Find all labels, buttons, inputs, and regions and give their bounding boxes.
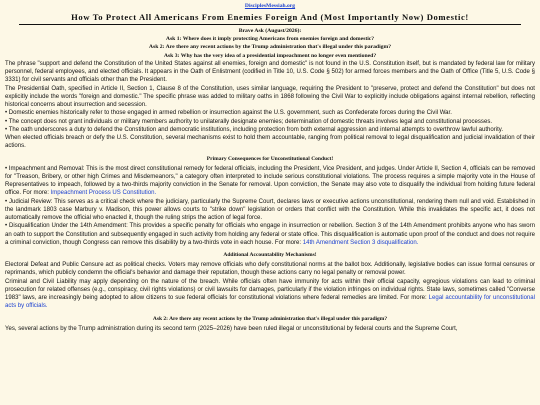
question-3: Ask 3: Why has the very idea of a presidential impeachment no longer even mentioned? [163,52,377,59]
legal-accountability-link[interactable]: Legal accountability for unconstitutional acts by officials. [5,295,535,310]
intro-paragraph: When elected officials breach or defy the U.S. Constitution, several mechanisms exist to hold them accountable, ranging from political removal to legal disqualification and judicial invalidation of their actions. [5,135,535,150]
liability-text: Criminal and Civil Liability may apply depending on the nature of the breach. While officials often have immunity for acts within their official capacity, egregious violations can lead to criminal prosecution for related offenses (e.g., conspiracy, civil rights violations) or civil lawsuits for damages, particularly if the violation infringes on individual rights. State laws, sometimes called "Converse 1983" laws, are increasingly being adopted to allow citizens to sue federal officials for constitutional violations where federal remedies are limited. For more: [5,278,535,302]
document-page [5,0,535,333]
judicial-review-item [5,198,535,223]
intro-bullet: • Domestic enemies historically refer to those engaged in armed rebellion or insurrection against the U.S. government, such as Confederate forces during the Civil War. [5,110,452,117]
disqualification-text: • Disqualification Under the 14th Amendment: This provides a specific penalty for officials who engage in insurrection or rebellion. Section 3 of the 14th Amendment prohibits anyone who has sworn an oath to support the Constitution and subsequently engaged in such activity from holding any federal or state office. This disqualification is automatic upon proof of the conduct and does not require a criminal conviction, though Congress can remove this disability by a two-thirds vote in each house. For more: [5,223,535,246]
page-title: How To Protect All Americans From Enemies Foreign And (Most Importantly Now) Domestic! [71,12,469,22]
additional-accountability-heading: Additional Accountability Mechanisms! [223,252,317,259]
intro-bullet: • The concept does not grant individuals or military members authority to unilaterally designate enemies; determination of domestic threats involves legal and constitutional processes. [5,118,493,125]
ask-header: Brave Ask (August/2026): [238,28,302,34]
title-divider [19,24,521,25]
judicial-review-text: • Judicial Review: This serves as a critical check where the judiciary, particularly the Supreme Court, declares laws or executive actions unconstitutional, rendering them null and void. Established in the landmark 1803 case Marbury v. Madison, this power allows courts to "strike down" legislation or orders that conflict with the Constitution. While this invalidates the specific act, it does not automatically remove the official who enacted it, though the ruling strips the action of legal force. [5,198,535,222]
disqualification-item [5,222,535,247]
intro-paragraph: The Presidential Oath, specified in Article II, Section 1, Clause 8 of the Constitution, uses similar language, requiring the President to "preserve, protect and defend the Constitution" but does not explicitly include the words "foreign and domestic." The specific phrase was added to military oaths in 1868 following the Civil War to explicitly include obligations against internal rebellion, reflecting historical concerns about insurrection and secession. [5,85,535,109]
liability-paragraph [5,278,535,311]
impeachment-item [5,165,535,198]
question-1: Ask 1: Where does it imply protecting Americans from enemies foreign and domestic? [165,36,375,43]
impeachment-text: • Impeachment and Removal: This is the most direct constitutional remedy for federal officials, including the President, Vice President, and judges. Under Article II, Section 4, officials can be removed for "Treason, Bribery, or other high Crimes and Misdemeanors," a category often interpreted to include serious constitutional violations. The process requires a simple majority vote in the House of Representatives to impeach, followed by a two-thirds majority conviction in the Senate for removal. Upon conviction, the Senate may also vote to disqualify the individual from holding future federal office. For more: [5,165,535,197]
primary-consequences-heading: Primary Consequences for Unconstitutional Conduct! [206,155,334,162]
electoral-paragraph [5,261,535,278]
ask2-heading: Ask 2: Are there any recent actions by the Trump administration that's illegal under this paradigm? [152,315,388,322]
intro-paragraph: The phrase "support and defend the Constitution of the United States against all enemies, foreign and domestic" is not found in the U.S. Constitution itself, but is mandated by federal law for military personnel, federal employees, and elected officials. It appears in the Oath of Enlistment (codified in Title 10, U.S. Code § 502) for armed forces members and the Oath of Office (Title 5, U.S. Code § 3331) for civil servants and officials other than the President. [5,60,535,84]
disqualification-link[interactable]: 14th Amendment Section 3 disqualification. [302,239,419,246]
question-2: Ask 2: Are there any recent actions by the Trump administration that's illegal under this paradigm? [148,44,392,51]
intro-bullet: • The oath underscores a duty to defend the Constitution and democratic institutions, including protection from both external aggression and internal attempts to overthrow lawful authority. [5,126,504,133]
site-link[interactable]: DisciplesMessiah.org [244,3,296,9]
electoral-text: Electoral Defeat and Public Censure act as political checks. Voters may remove officials who defy constitutional norms at the ballot box. Additionally, legislative bodies can issue formal censures or reprimands, which publicly condemn the official's behavior and damage their reputation, though these actions carry no legal penalty or removal power. [5,262,535,277]
ask2-paragraph: Yes, several actions by the Trump administration during its second term (2025–2026) have been ruled illegal or unconstitutional by federal courts and the Supreme Court, [5,325,458,332]
impeachment-link[interactable]: Impeachment Process US Constitution. [50,190,157,197]
